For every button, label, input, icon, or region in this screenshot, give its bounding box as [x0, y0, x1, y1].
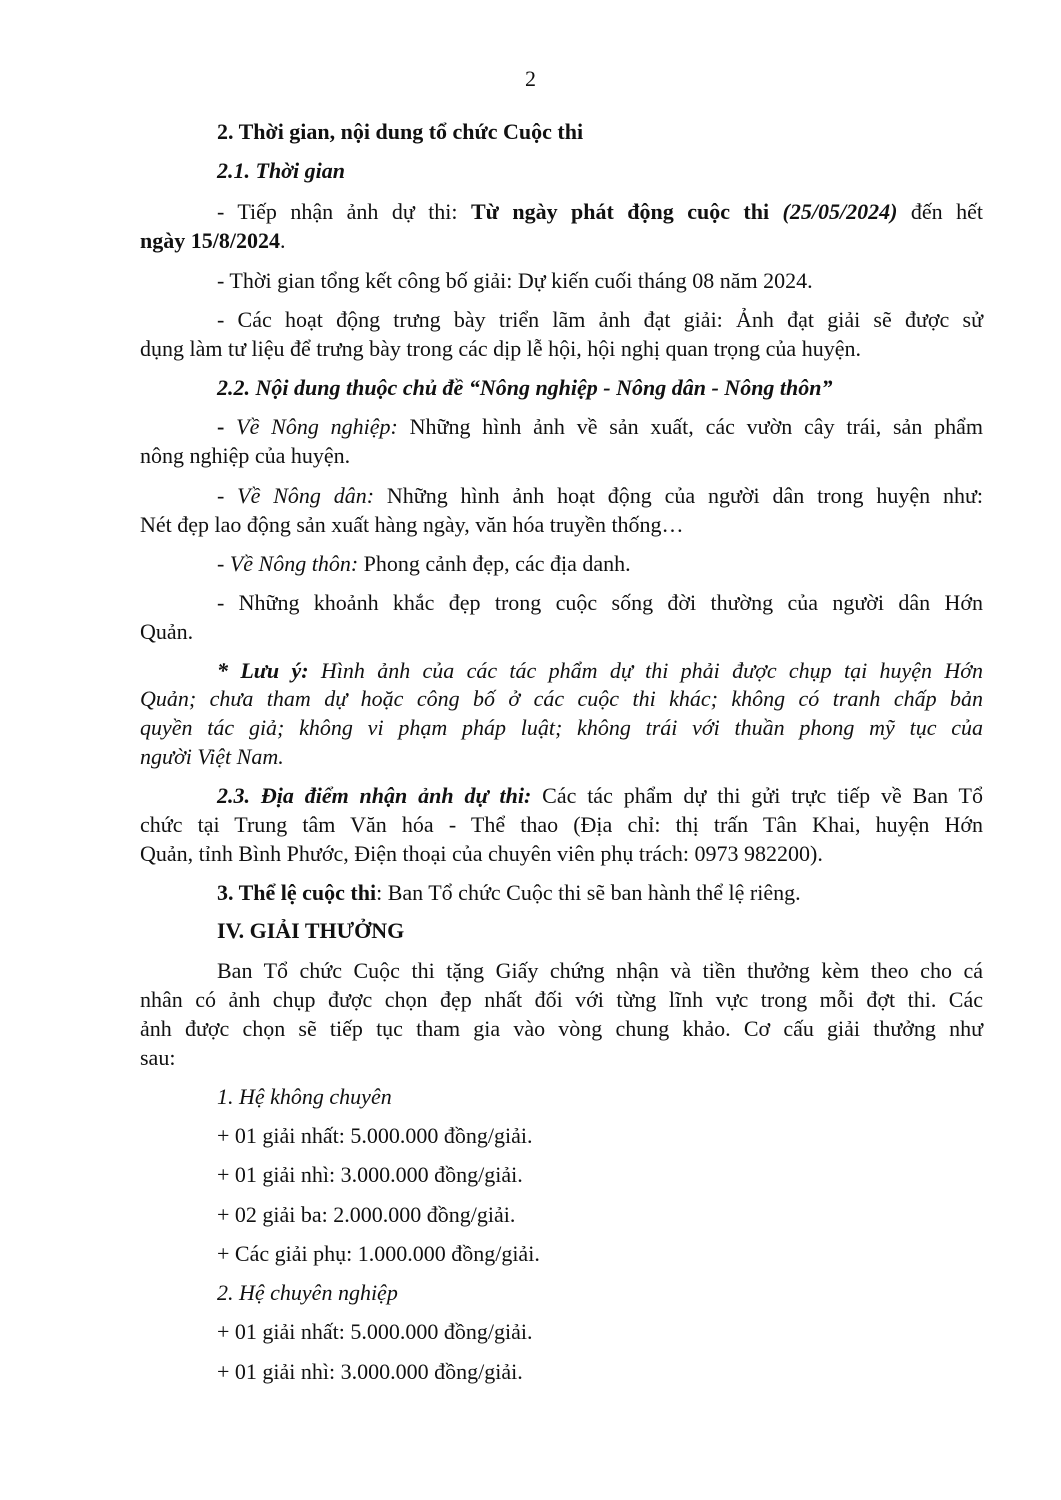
professional-heading: 2. Hệ chuyên nghiệp: [217, 1280, 398, 1305]
note-line-2: Quản; chưa tham dự hoặc công bố ở các cuộc thi khác; không có tranh chấp bản: [140, 686, 983, 711]
moments-line-2: Quản.: [140, 619, 194, 644]
section-4-heading: IV. GIẢI THƯỞNG: [217, 918, 405, 943]
location-line-3: Quản, tỉnh Bình Phước, Điện thoại của chuyên viên phụ trách: 0973 982200).: [140, 841, 823, 866]
amateur-prize-item: + 01 giải nhì: 3.000.000 đồng/giải.: [217, 1162, 523, 1187]
rural-line: - Về Nông thôn: Phong cảnh đẹp, các địa danh.: [217, 551, 631, 576]
section-2-1-heading: 2.1. Thời gian: [217, 158, 345, 183]
agriculture-line-1: - Về Nông nghiệp: Những hình ảnh về sản xuất, các vườn cây trái, sản phẩm: [217, 414, 983, 439]
note-line-3: quyền tác giả; không vi phạm pháp luật; không trái với thuần phong mỹ tục của: [140, 715, 983, 740]
professional-prize-item: + 01 giải nhì: 3.000.000 đồng/giải.: [217, 1359, 523, 1384]
farmer-line-1: - Về Nông dân: Những hình ảnh hoạt động của người dân trong huyện như:: [217, 483, 983, 508]
receive-line-1: - Tiếp nhận ảnh dự thi: Từ ngày phát động cuộc thi (25/05/2024) đến hết: [217, 199, 983, 224]
awards-intro-line-4: sau:: [140, 1045, 176, 1070]
exhibit-line-1: - Các hoạt động trưng bày triển lãm ảnh đạt giải: Ảnh đạt giải sẽ được sử: [217, 307, 983, 332]
awards-intro-line-3: ảnh được chọn sẽ tiếp tục tham gia vào vòng chung khảo. Cơ cấu giải thưởng như: [140, 1016, 983, 1041]
amateur-prize-item: + 01 giải nhất: 5.000.000 đồng/giải.: [217, 1123, 533, 1148]
section-2-heading: 2. Thời gian, nội dung tổ chức Cuộc thi: [217, 119, 584, 144]
moments-line-1: - Những khoảnh khắc đẹp trong cuộc sống đời thường của người dân Hớn: [217, 590, 983, 615]
agriculture-line-2: nông nghiệp của huyện.: [140, 443, 351, 468]
receive-line-2: ngày 15/8/2024.: [140, 228, 286, 253]
amateur-prize-item: + Các giải phụ: 1.000.000 đồng/giải.: [217, 1241, 540, 1266]
awards-intro-line-2: nhân có ảnh chụp được chọn đẹp nhất đối với từng lĩnh vực trong mỗi đợt thi. Các: [140, 987, 983, 1012]
amateur-heading: 1. Hệ không chuyên: [217, 1084, 392, 1109]
summary-line: - Thời gian tổng kết công bố giải: Dự kiến cuối tháng 08 năm 2024.: [217, 268, 813, 293]
exhibit-line-2: dụng làm tư liệu để trưng bày trong các dịp lễ hội, hội nghị quan trọng của huyện.: [140, 336, 861, 361]
location-line-2: chức tại Trung tâm Văn hóa - Thể thao (Địa chỉ: thị trấn Tân Khai, huyện Hớn: [140, 812, 983, 837]
professional-prize-item: + 01 giải nhất: 5.000.000 đồng/giải.: [217, 1319, 533, 1344]
farmer-line-2: Nét đẹp lao động sản xuất hàng ngày, văn hóa truyền thống…: [140, 512, 684, 537]
note-line-1: * Lưu ý: Hình ảnh của các tác phẩm dự thi phải được chụp tại huyện Hớn: [217, 658, 983, 683]
section-3-line: 3. Thể lệ cuộc thi: Ban Tổ chức Cuộc thi sẽ ban hành thể lệ riêng.: [217, 880, 801, 905]
note-line-4: người Việt Nam.: [140, 744, 284, 769]
section-2-2-heading: 2.2. Nội dung thuộc chủ đề “Nông nghiệp - Nông dân - Nông thôn”: [217, 375, 833, 400]
amateur-prize-item: + 02 giải ba: 2.000.000 đồng/giải.: [217, 1202, 516, 1227]
awards-intro-line-1: Ban Tổ chức Cuộc thi tặng Giấy chứng nhận và tiền thưởng kèm theo cho cá: [217, 958, 983, 983]
location-line-1: 2.3. Địa điểm nhận ảnh dự thi: Các tác phẩm dự thi gửi trực tiếp về Ban Tổ: [217, 783, 983, 808]
page-number: 2: [525, 66, 536, 91]
